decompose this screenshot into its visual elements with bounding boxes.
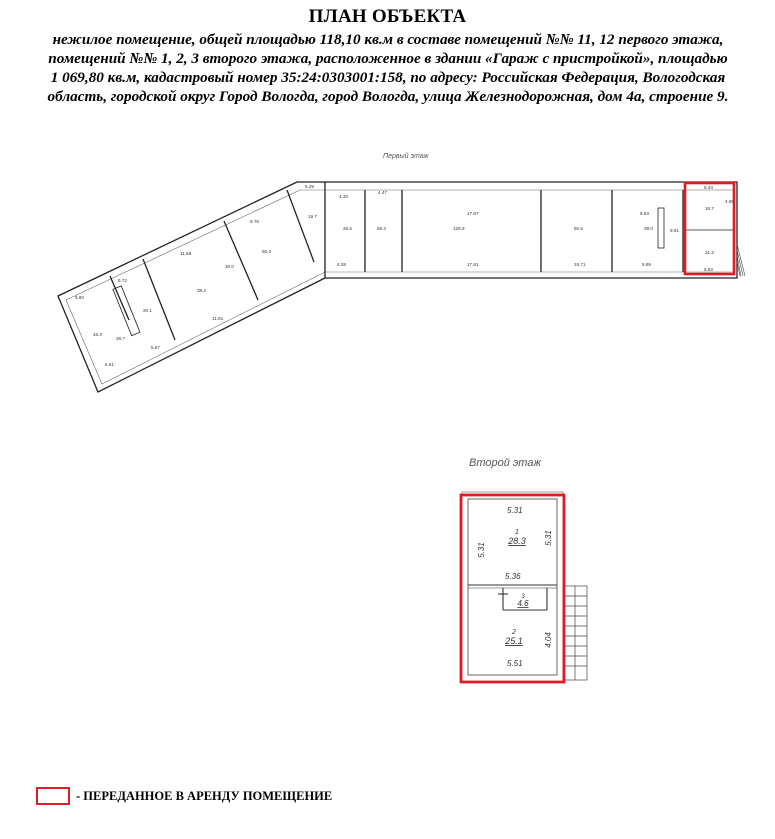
first-floor-walls [58,182,737,392]
dimension-label: 17.87 [467,211,479,216]
area-label: 38.2 [197,288,206,293]
dimension-label: 5.51 [507,659,523,668]
dimension-label: 5.53 [704,267,713,272]
area-label: 26.5 [343,226,352,231]
dimension-label: 11.66 [180,251,192,256]
dimension-label: 8.63 [640,211,649,216]
area-label: 128.9 [453,226,465,231]
first-floor-dimensions [75,184,734,367]
page-title: ПЛАН ОБЪЕКТА [308,6,467,27]
room-area: 4.6 [517,599,529,608]
description-line: помещений №№ 1, 2, 3 второго этажа, расположенное в здании «Гараж с пристройкой», площадью [48,50,728,67]
area-label: 31.2 [705,250,714,255]
dimension-label: 15.71 [574,262,586,267]
first-floor-label: Первый этаж [383,153,429,160]
legend-text: - ПЕРЕДАННОЕ В АРЕНДУ ПОМЕЩЕНИЕ [76,788,333,803]
dimension-label: 17.81 [467,262,479,267]
dimension-label: 5.31 [477,542,486,558]
leased-area-first-floor [685,183,734,274]
second-floor-rooms [504,529,529,646]
area-label: 19.7 [308,214,317,219]
description-line: область, городской округ Город Вологда, город Вологда, улица Железнодорожная, дом 4а, строение 9. [47,88,729,105]
dimension-label: 8.76 [250,219,259,224]
first-floor-areas [93,206,714,341]
room-number: 3 [521,594,525,600]
second-floor-partitions [468,585,557,610]
area-label: 46.3 [93,332,102,337]
area-label: 30.0 [225,264,234,269]
dimension-label: 5.61 [105,362,114,367]
dimension-label: 5.67 [151,345,160,350]
room-number: 1 [515,529,519,536]
leased-area-second-floor [461,495,564,682]
dimension-label: 9.81 [670,228,679,233]
legend [36,785,332,807]
area-label: 18.7 [705,206,714,211]
dimension-label: 5.60 [75,295,84,300]
second-floor-label: Второй этаж [469,457,542,469]
area-label: 20.1 [143,308,152,313]
dimension-label: 4.33 [339,194,348,199]
room-area: 28.3 [508,536,526,546]
area-label: 90.3 [262,249,271,254]
dimension-label: 4.60 [725,199,734,204]
dimension-label: 4.47 [378,190,387,195]
dimension-label: 5.36 [505,572,521,581]
description-line: 1 069,80 кв.м, кадастровый номер 35:24:0303001:158, по адресу: Российская Федерация, Вологодская [50,69,726,86]
dimension-label: 5.31 [507,506,523,515]
dimension-label: 5.72 [118,278,127,283]
area-label: 50.5 [574,226,583,231]
dimension-label: 4.28 [337,262,346,267]
legend-swatch [36,787,70,805]
first-floor-stair [737,244,745,276]
area-label: 56.3 [377,226,386,231]
room-area: 25.1 [505,636,523,646]
second-floor-stair [563,586,587,680]
dimension-label: 4.04 [544,632,553,648]
description-line: нежилое помещение, общей площадью 118,10 кв.м в составе помещений №№ 11, 12 первого этажа, [52,31,724,48]
dimension-label: 9.69 [642,262,651,267]
first-floor-plan [58,152,745,392]
room-number: 2 [512,629,516,636]
dimension-label: 5.31 [544,530,553,546]
second-floor-plan [461,457,587,682]
area-label: 39.0 [644,226,653,231]
dimension-label: 5.44 [704,185,713,190]
area-label: 28.7 [116,336,125,341]
dimension-label: 11.91 [212,316,224,321]
dimension-label: 5.29 [305,184,314,189]
